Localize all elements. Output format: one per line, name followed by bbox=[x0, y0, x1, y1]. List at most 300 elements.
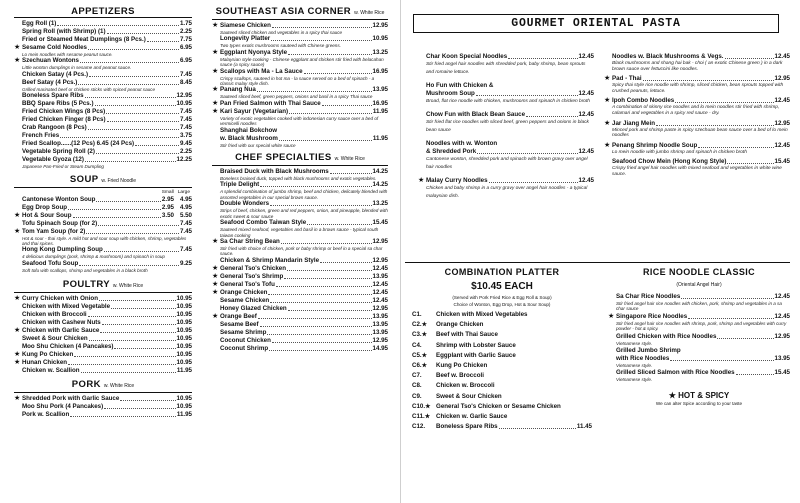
item-price: 16.95 bbox=[372, 67, 388, 75]
item-name: Tom Yam Soup (for 2) bbox=[22, 227, 86, 235]
item-description: A splendid combination of jumbo shrimp, beef and chicken, delicately blended with assorted vegetables in our special brown sauce. bbox=[220, 189, 388, 200]
item-name: Crab Rangoon (8 Pcs) bbox=[22, 124, 87, 132]
item-description: Sauteed sliced beef, green peppers, onions and basil in a spicy Thai sauce bbox=[220, 94, 373, 100]
item-row bbox=[220, 68, 388, 76]
item-row bbox=[22, 71, 192, 79]
pasta-right bbox=[604, 53, 790, 181]
item-name: with Rice Noodles bbox=[616, 355, 670, 363]
menu-item bbox=[14, 148, 192, 156]
item-row bbox=[612, 75, 790, 83]
menu-item bbox=[418, 111, 594, 135]
combo-code: C2.★ bbox=[412, 321, 428, 329]
item-price: 10.95 bbox=[176, 303, 192, 311]
column-2 bbox=[212, 6, 388, 353]
item-name: Panang Nua bbox=[220, 86, 256, 94]
dot-leader bbox=[307, 224, 371, 225]
item-price: 12.45 bbox=[774, 97, 790, 105]
combo-item bbox=[412, 320, 592, 330]
item-name: Beef Satay (4 Pcs.) bbox=[22, 78, 78, 86]
menu-item bbox=[608, 293, 790, 312]
combo-code: C12. bbox=[412, 423, 426, 431]
menu-item bbox=[212, 86, 388, 99]
item-row bbox=[22, 319, 192, 327]
item-row bbox=[220, 181, 388, 189]
dot-leader bbox=[270, 302, 371, 303]
dot-leader bbox=[106, 113, 179, 114]
dot-leader bbox=[320, 262, 371, 263]
item-price: 10.95 bbox=[176, 327, 192, 335]
item-description: Minced pork and shrimp paste in spicy szechuan bean sauce over a bed of lo mein noodles bbox=[612, 127, 788, 139]
item-name: Shanghai Bokchow bbox=[220, 126, 278, 134]
star-icon: ★ bbox=[212, 67, 219, 75]
dot-leader bbox=[276, 286, 372, 287]
dot-leader bbox=[489, 182, 578, 183]
menu-item bbox=[14, 411, 192, 419]
item-row bbox=[220, 219, 388, 227]
dot-leader bbox=[80, 62, 179, 63]
menu-item bbox=[14, 246, 192, 259]
item-name: Sesame Beef bbox=[220, 320, 259, 328]
menu-item bbox=[14, 260, 192, 273]
combo-note-2: Choice of Wonton, Egg Drop, Hot & Sour Soup) bbox=[453, 302, 551, 307]
price-large: 5.50 bbox=[179, 211, 192, 219]
menu-item bbox=[212, 345, 388, 353]
southeast-header: SOUTHEAST ASIA CORNER w. White Rice bbox=[212, 6, 388, 20]
menu-item bbox=[14, 196, 192, 204]
combo-code: C6.★ bbox=[412, 362, 428, 370]
combo-item bbox=[412, 341, 592, 351]
item-name: Seafood Chow Mein (Hong Kong Style) bbox=[612, 158, 727, 166]
item-name: Moo Shu Chicken (4 Pancakes) bbox=[22, 343, 114, 351]
southeast-list bbox=[212, 22, 388, 148]
item-name: & Shredded Pork bbox=[426, 148, 477, 155]
item-description: Variety of exotic vegetables cooked with indonesian curry sauce over a bed of vermicelli noodles bbox=[220, 115, 379, 127]
combo-code: C8. bbox=[412, 382, 422, 390]
dot-leader bbox=[135, 145, 179, 146]
dot-leader bbox=[322, 105, 372, 106]
item-row bbox=[22, 343, 192, 351]
menu-item bbox=[14, 132, 192, 140]
combo-code: C10.★ bbox=[412, 402, 431, 410]
item-name: Longevity Platter bbox=[220, 35, 271, 43]
item-row bbox=[220, 22, 388, 30]
item-name: Chicken Satay (4 Pcs.) bbox=[22, 70, 89, 78]
item-name: Cantonese Wonton Soup bbox=[22, 195, 96, 203]
item-description: Sauteed sliced chicken and vegetables in a spicy thai sauce bbox=[220, 30, 343, 35]
item-name: Kung Po Chicken bbox=[22, 351, 74, 359]
combo-header: COMBINATION PLATTER bbox=[444, 267, 560, 277]
item-price: 10.95 bbox=[372, 35, 388, 43]
item-price: 11.95 bbox=[372, 134, 388, 142]
item-name: General Tso's Shrimp bbox=[220, 272, 284, 280]
star-icon: ★ bbox=[14, 359, 21, 367]
item-row bbox=[22, 246, 192, 254]
star-icon: ★ bbox=[14, 44, 21, 51]
dot-leader bbox=[281, 243, 372, 244]
item-description: Stir fried angel hair noodles with shredded pork, baby shrimp, bean sprouts and romaine lettuce. bbox=[426, 62, 586, 75]
item-price: 7.45 bbox=[179, 70, 192, 78]
item-name: Chicken with Mixed Vegetable bbox=[22, 303, 111, 311]
item-name: Grilled Jumbo Shrimp bbox=[616, 347, 681, 355]
item-name: Fried or Steamed Meat Dumplings (8 Pcs.) bbox=[22, 36, 146, 43]
menu-item bbox=[608, 347, 790, 368]
item-description: Broad, flat rice noodle with chicken, mushrooms and spinach in chicken broth bbox=[426, 99, 590, 104]
dot-leader bbox=[289, 113, 372, 114]
item-row bbox=[22, 100, 192, 108]
combo-item bbox=[412, 330, 592, 340]
item-row bbox=[426, 90, 594, 98]
item-price: 7.45 bbox=[179, 124, 192, 132]
combo-list bbox=[412, 310, 592, 432]
dot-leader bbox=[258, 318, 372, 319]
combo-code: C7. bbox=[412, 372, 422, 380]
item-price: 13.95 bbox=[372, 312, 388, 320]
menu-item bbox=[212, 297, 388, 305]
item-row bbox=[22, 351, 192, 359]
item-row bbox=[220, 49, 388, 57]
item-description: Soft tofu with scallops, shrimp and vegetables in a black broth bbox=[22, 267, 148, 273]
item-description: Cantonese wonton, shredded pork and spinach with brown gravy over angel hair noodles bbox=[426, 157, 588, 170]
item-row bbox=[22, 359, 192, 367]
menu-item bbox=[212, 35, 388, 48]
item-description: Lo mein noodle with jumbo shrimp and spinach in chicken broth bbox=[612, 149, 747, 155]
column-1 bbox=[14, 6, 192, 419]
item-name: Curry Chicken with Onion bbox=[22, 295, 98, 303]
star-icon: ★ bbox=[608, 312, 615, 320]
item-price: 10.95 bbox=[176, 311, 192, 319]
menu-item bbox=[14, 351, 192, 359]
item-row bbox=[22, 395, 192, 403]
item-row bbox=[616, 333, 790, 341]
item-name: Boneless Spare Ribs bbox=[22, 92, 84, 100]
item-row bbox=[220, 35, 388, 43]
dot-leader bbox=[688, 318, 773, 319]
item-row bbox=[22, 132, 192, 140]
menu-item bbox=[14, 311, 192, 319]
dot-leader bbox=[68, 209, 161, 210]
item-description: Vietnamese style. bbox=[616, 363, 653, 369]
item-row bbox=[22, 295, 192, 303]
item-name: Char Koon Special Noodles bbox=[426, 53, 508, 60]
menu-item bbox=[14, 359, 192, 367]
item-price: 12.45 bbox=[578, 53, 594, 60]
menu-item bbox=[212, 265, 388, 273]
item-description: Boneless braised duck, topped with black mushrooms and exotic vegetables. bbox=[220, 176, 377, 182]
item-row bbox=[612, 142, 790, 150]
dot-leader bbox=[96, 201, 160, 202]
item-price: 10.95 bbox=[176, 319, 192, 327]
item-description: Stir fried flat rice noodles with sliced beef, green peppers and onions in black bean sauce bbox=[426, 120, 589, 133]
item-row bbox=[220, 100, 388, 108]
item-name: Braised Duck with Black Mushrooms bbox=[220, 168, 329, 176]
item-description: Vietnamese style. bbox=[616, 377, 653, 383]
menu-item bbox=[608, 313, 790, 332]
dot-leader bbox=[304, 73, 372, 74]
dot-leader bbox=[120, 400, 175, 401]
combo-name: Eggplant with Garlic Sauce bbox=[436, 351, 516, 359]
dot-leader bbox=[288, 310, 372, 311]
menu-item bbox=[212, 100, 388, 108]
menu-item bbox=[212, 337, 388, 345]
item-price: 10.95 bbox=[176, 359, 192, 367]
item-price: 12.45 bbox=[578, 148, 594, 155]
menu-item bbox=[212, 321, 388, 329]
item-name: Scallops with Ma - La Sauce bbox=[220, 67, 303, 75]
combo-item bbox=[412, 351, 592, 361]
combo-code: C5.★ bbox=[412, 351, 428, 359]
item-name: Noodles with w. Wonton bbox=[426, 140, 498, 147]
menu-item bbox=[212, 329, 388, 337]
dot-leader bbox=[107, 33, 179, 34]
item-name: Sweet & Sour Chicken bbox=[22, 335, 88, 343]
star-icon: ★ bbox=[212, 280, 219, 288]
hot-spicy-note: We can alter Spice according to your taste bbox=[655, 400, 743, 406]
right-page bbox=[405, 0, 790, 37]
item-row bbox=[22, 20, 192, 28]
item-price: 12.45 bbox=[372, 280, 388, 288]
menu-item bbox=[418, 140, 594, 172]
item-price: 14.95 bbox=[372, 344, 388, 352]
menu-item bbox=[212, 168, 388, 181]
dot-leader bbox=[70, 416, 176, 417]
dot-leader bbox=[114, 348, 175, 349]
item-row bbox=[220, 265, 388, 273]
item-name-line bbox=[220, 127, 388, 135]
item-price: 10.95 bbox=[176, 335, 192, 343]
item-name: Shredded Pork with Garlic Sauce bbox=[22, 395, 120, 403]
menu-item bbox=[14, 57, 192, 70]
star-icon: ★ bbox=[212, 312, 219, 320]
rice-noodle-header: RICE NOODLE CLASSIC (Oriental Angel Hair) bbox=[642, 267, 756, 288]
item-row bbox=[220, 305, 388, 313]
combo-code: C11.★ bbox=[412, 413, 431, 421]
item-description: Strips of beef, chicken, green and red peppers, onion, and pineapple, blended with exotic sweet & sour sauce bbox=[220, 208, 388, 219]
menu-item bbox=[212, 49, 388, 68]
item-description: Black mushrooms and shang hai bak - choi ( an exotic Chinese green ) in a dark brown sauce over fettuccini like noodles. bbox=[612, 61, 783, 72]
item-price: 10.95 bbox=[176, 395, 192, 403]
star-icon: ★ bbox=[212, 22, 219, 29]
item-row bbox=[22, 204, 192, 212]
dot-leader bbox=[288, 54, 371, 55]
item-row bbox=[616, 313, 790, 321]
item-name: Orange Chicken bbox=[220, 288, 268, 296]
item-price: 12.95 bbox=[774, 332, 790, 340]
star-icon: ★ bbox=[14, 295, 21, 303]
item-price: 10.95 bbox=[176, 100, 192, 108]
menu-item bbox=[212, 22, 388, 35]
page-fold bbox=[400, 0, 401, 503]
dot-leader bbox=[96, 153, 179, 154]
item-price: 12.95 bbox=[372, 22, 388, 29]
item-name-line bbox=[426, 140, 594, 148]
menu-item bbox=[212, 257, 388, 265]
dot-leader bbox=[477, 153, 577, 154]
dot-leader bbox=[476, 95, 578, 96]
pork-header: PORK w. White Rice bbox=[14, 379, 192, 393]
item-price: 1.75 bbox=[179, 20, 192, 27]
item-price: 6.95 bbox=[179, 57, 192, 65]
star-icon: ★ bbox=[604, 75, 611, 83]
item-row bbox=[220, 297, 388, 305]
menu-item bbox=[608, 333, 790, 346]
menu-item bbox=[604, 75, 790, 94]
dot-leader bbox=[107, 121, 179, 122]
item-description: Japanese Pan-Fried or Steam Dumpling bbox=[22, 164, 104, 170]
item-name: Hot & Sour Soup bbox=[22, 211, 72, 219]
item-name: Coconut Shrimp bbox=[220, 344, 269, 352]
combo-code: C1. bbox=[412, 311, 422, 318]
item-price: 12.45 bbox=[774, 53, 790, 60]
item-price: 15.45 bbox=[774, 158, 790, 166]
dot-leader bbox=[499, 422, 576, 429]
soup-list bbox=[14, 196, 192, 274]
item-description: Chicken and baby shrimp in a curry gravy over angel hair noodles - a typical malaysian dish. bbox=[426, 186, 588, 199]
combo-code: C4. bbox=[412, 341, 422, 349]
item-name: Triple Delight bbox=[220, 181, 260, 189]
item-name: Noodles w. Black Mushrooms & Vegs. bbox=[612, 53, 724, 60]
item-row bbox=[220, 238, 388, 246]
dot-leader bbox=[86, 233, 179, 234]
item-description: 4 delicious dumplings (pork, shrimp & mushroom) and spinach in soup bbox=[22, 254, 165, 260]
star-icon: ★ bbox=[668, 390, 676, 400]
menu-item bbox=[14, 140, 192, 148]
menu-item bbox=[212, 313, 388, 321]
combo-item bbox=[412, 361, 592, 371]
rice-noodle-section bbox=[608, 264, 790, 407]
item-name: Honey Glazed Chicken bbox=[220, 304, 287, 312]
star-icon: ★ bbox=[212, 288, 219, 296]
dot-leader bbox=[330, 173, 372, 174]
item-price: 13.95 bbox=[372, 320, 388, 328]
item-price: 11.95 bbox=[176, 411, 192, 419]
star-icon: ★ bbox=[212, 272, 219, 280]
item-name: Pork w. Scallion bbox=[22, 411, 70, 419]
item-price: 11.95 bbox=[372, 107, 388, 115]
item-price: 16.95 bbox=[372, 99, 388, 107]
item-description: Stir fried angel hair rice noodles with chicken, pork, shrimp and vegetables in a sa char sauce bbox=[616, 301, 782, 312]
item-name: Siamese Chicken bbox=[220, 22, 271, 29]
star-icon: ★ bbox=[604, 97, 611, 105]
dot-leader bbox=[260, 186, 371, 187]
dot-leader bbox=[89, 76, 179, 77]
menu-item bbox=[14, 36, 192, 44]
dot-leader bbox=[57, 25, 179, 26]
menu-item bbox=[14, 116, 192, 124]
combo-name: Beef with Thai Sauce bbox=[436, 331, 498, 339]
soup-size-labels: Small Large bbox=[161, 189, 190, 195]
item-description: Crispy fried angel hair noodles with mixed seafood and vegetables in white wine sauce. bbox=[612, 166, 782, 177]
poultry-header: POULTRY w. White Rice bbox=[14, 279, 192, 293]
poultry-list bbox=[14, 295, 192, 375]
menu-item bbox=[212, 305, 388, 313]
item-name: Coconut Chicken bbox=[220, 336, 271, 344]
item-row bbox=[616, 293, 790, 301]
item-row bbox=[22, 411, 192, 419]
item-name: Chow Fun with Black Bean Sauce bbox=[426, 111, 526, 118]
item-row bbox=[220, 168, 388, 176]
combo-item bbox=[412, 422, 592, 432]
item-name: General Tso's Tofu bbox=[220, 280, 275, 288]
item-price: 13.25 bbox=[372, 200, 388, 208]
item-name: Egg Roll (1) bbox=[22, 20, 57, 27]
menu-item bbox=[14, 124, 192, 132]
item-price: 7.75 bbox=[179, 36, 192, 43]
dot-leader bbox=[88, 49, 179, 50]
menu-item bbox=[14, 403, 192, 411]
item-price: 13.95 bbox=[774, 355, 790, 363]
menu-item bbox=[212, 273, 388, 281]
combo-name: General Tso's Chicken or Sesame Chicken bbox=[436, 402, 561, 410]
item-description: Stir fried with our special white sauce bbox=[220, 142, 296, 148]
dot-leader bbox=[260, 326, 372, 327]
item-description: Grilled marinated beef or chicken sticks with spiced peanut sauce bbox=[22, 86, 156, 92]
item-price: 12.25 bbox=[176, 156, 192, 164]
dot-leader bbox=[267, 334, 371, 335]
item-description: Malaysian style cooking - Chinese eggplant and chicken stir fried with belacahan sauce (a spicy sauce) bbox=[220, 56, 384, 68]
dot-leader bbox=[102, 324, 176, 325]
item-name: Tofu Spinach Soup (for 2) bbox=[22, 219, 98, 227]
item-name: Chicken with Broccoli bbox=[22, 311, 87, 319]
dot-leader bbox=[698, 147, 773, 148]
item-name: Kari Sayur (Vegetarian) bbox=[220, 107, 289, 115]
appetizers-header: APPETIZERS bbox=[14, 6, 192, 18]
item-name: Sesame Chicken bbox=[220, 296, 270, 304]
dot-leader bbox=[269, 350, 371, 351]
menu-item bbox=[14, 343, 192, 351]
combo-code: C9. bbox=[412, 392, 422, 400]
item-row bbox=[22, 92, 192, 100]
combo-price-item: 11.45 bbox=[576, 423, 592, 431]
item-row bbox=[22, 303, 192, 311]
appetizers-list bbox=[14, 20, 192, 170]
item-description: Stir fried angel hair rice noodles with shrimp, pork, shrimp and vegetables with curry powder - hot & spicy. bbox=[616, 320, 787, 332]
star-icon: ★ bbox=[14, 57, 21, 65]
item-row bbox=[426, 177, 594, 185]
item-row bbox=[22, 108, 192, 116]
item-row bbox=[220, 86, 388, 94]
menu-item bbox=[14, 44, 192, 57]
dot-leader bbox=[104, 251, 179, 252]
item-price: 7.45 bbox=[179, 246, 192, 254]
menu-item bbox=[14, 28, 192, 36]
item-name: Malay Curry Noodles bbox=[426, 177, 488, 184]
item-price: 13.95 bbox=[372, 272, 388, 280]
item-name: Vegetable Gyoza (12) bbox=[22, 156, 84, 164]
dot-leader bbox=[88, 316, 176, 317]
menu-item bbox=[14, 220, 192, 228]
item-price: 9.45 bbox=[179, 140, 192, 148]
dot-leader bbox=[736, 374, 774, 375]
combo-section bbox=[412, 264, 592, 432]
item-price: 7.45 bbox=[179, 219, 192, 227]
dot-leader bbox=[643, 80, 774, 81]
item-name: Egg Drop Soup bbox=[22, 203, 68, 211]
dot-leader bbox=[508, 58, 577, 59]
item-price: 12.95 bbox=[372, 336, 388, 344]
combo-name: Shrimp with Lobster Sauce bbox=[436, 341, 516, 349]
item-price: 12.45 bbox=[774, 293, 790, 300]
item-name: Pan Fried Salmon with Thai Sauce bbox=[220, 99, 321, 107]
specialties-list bbox=[212, 168, 388, 353]
star-icon: ★ bbox=[14, 327, 21, 335]
item-name: Grilled Sliced Salmon with Rice Noodles bbox=[616, 369, 735, 377]
combo-name: Chicken with Mixed Vegetables bbox=[436, 311, 528, 318]
star-icon: ★ bbox=[418, 177, 425, 184]
menu-item bbox=[14, 204, 192, 212]
item-row bbox=[22, 156, 192, 164]
dot-leader bbox=[89, 340, 176, 341]
item-row bbox=[22, 260, 192, 268]
